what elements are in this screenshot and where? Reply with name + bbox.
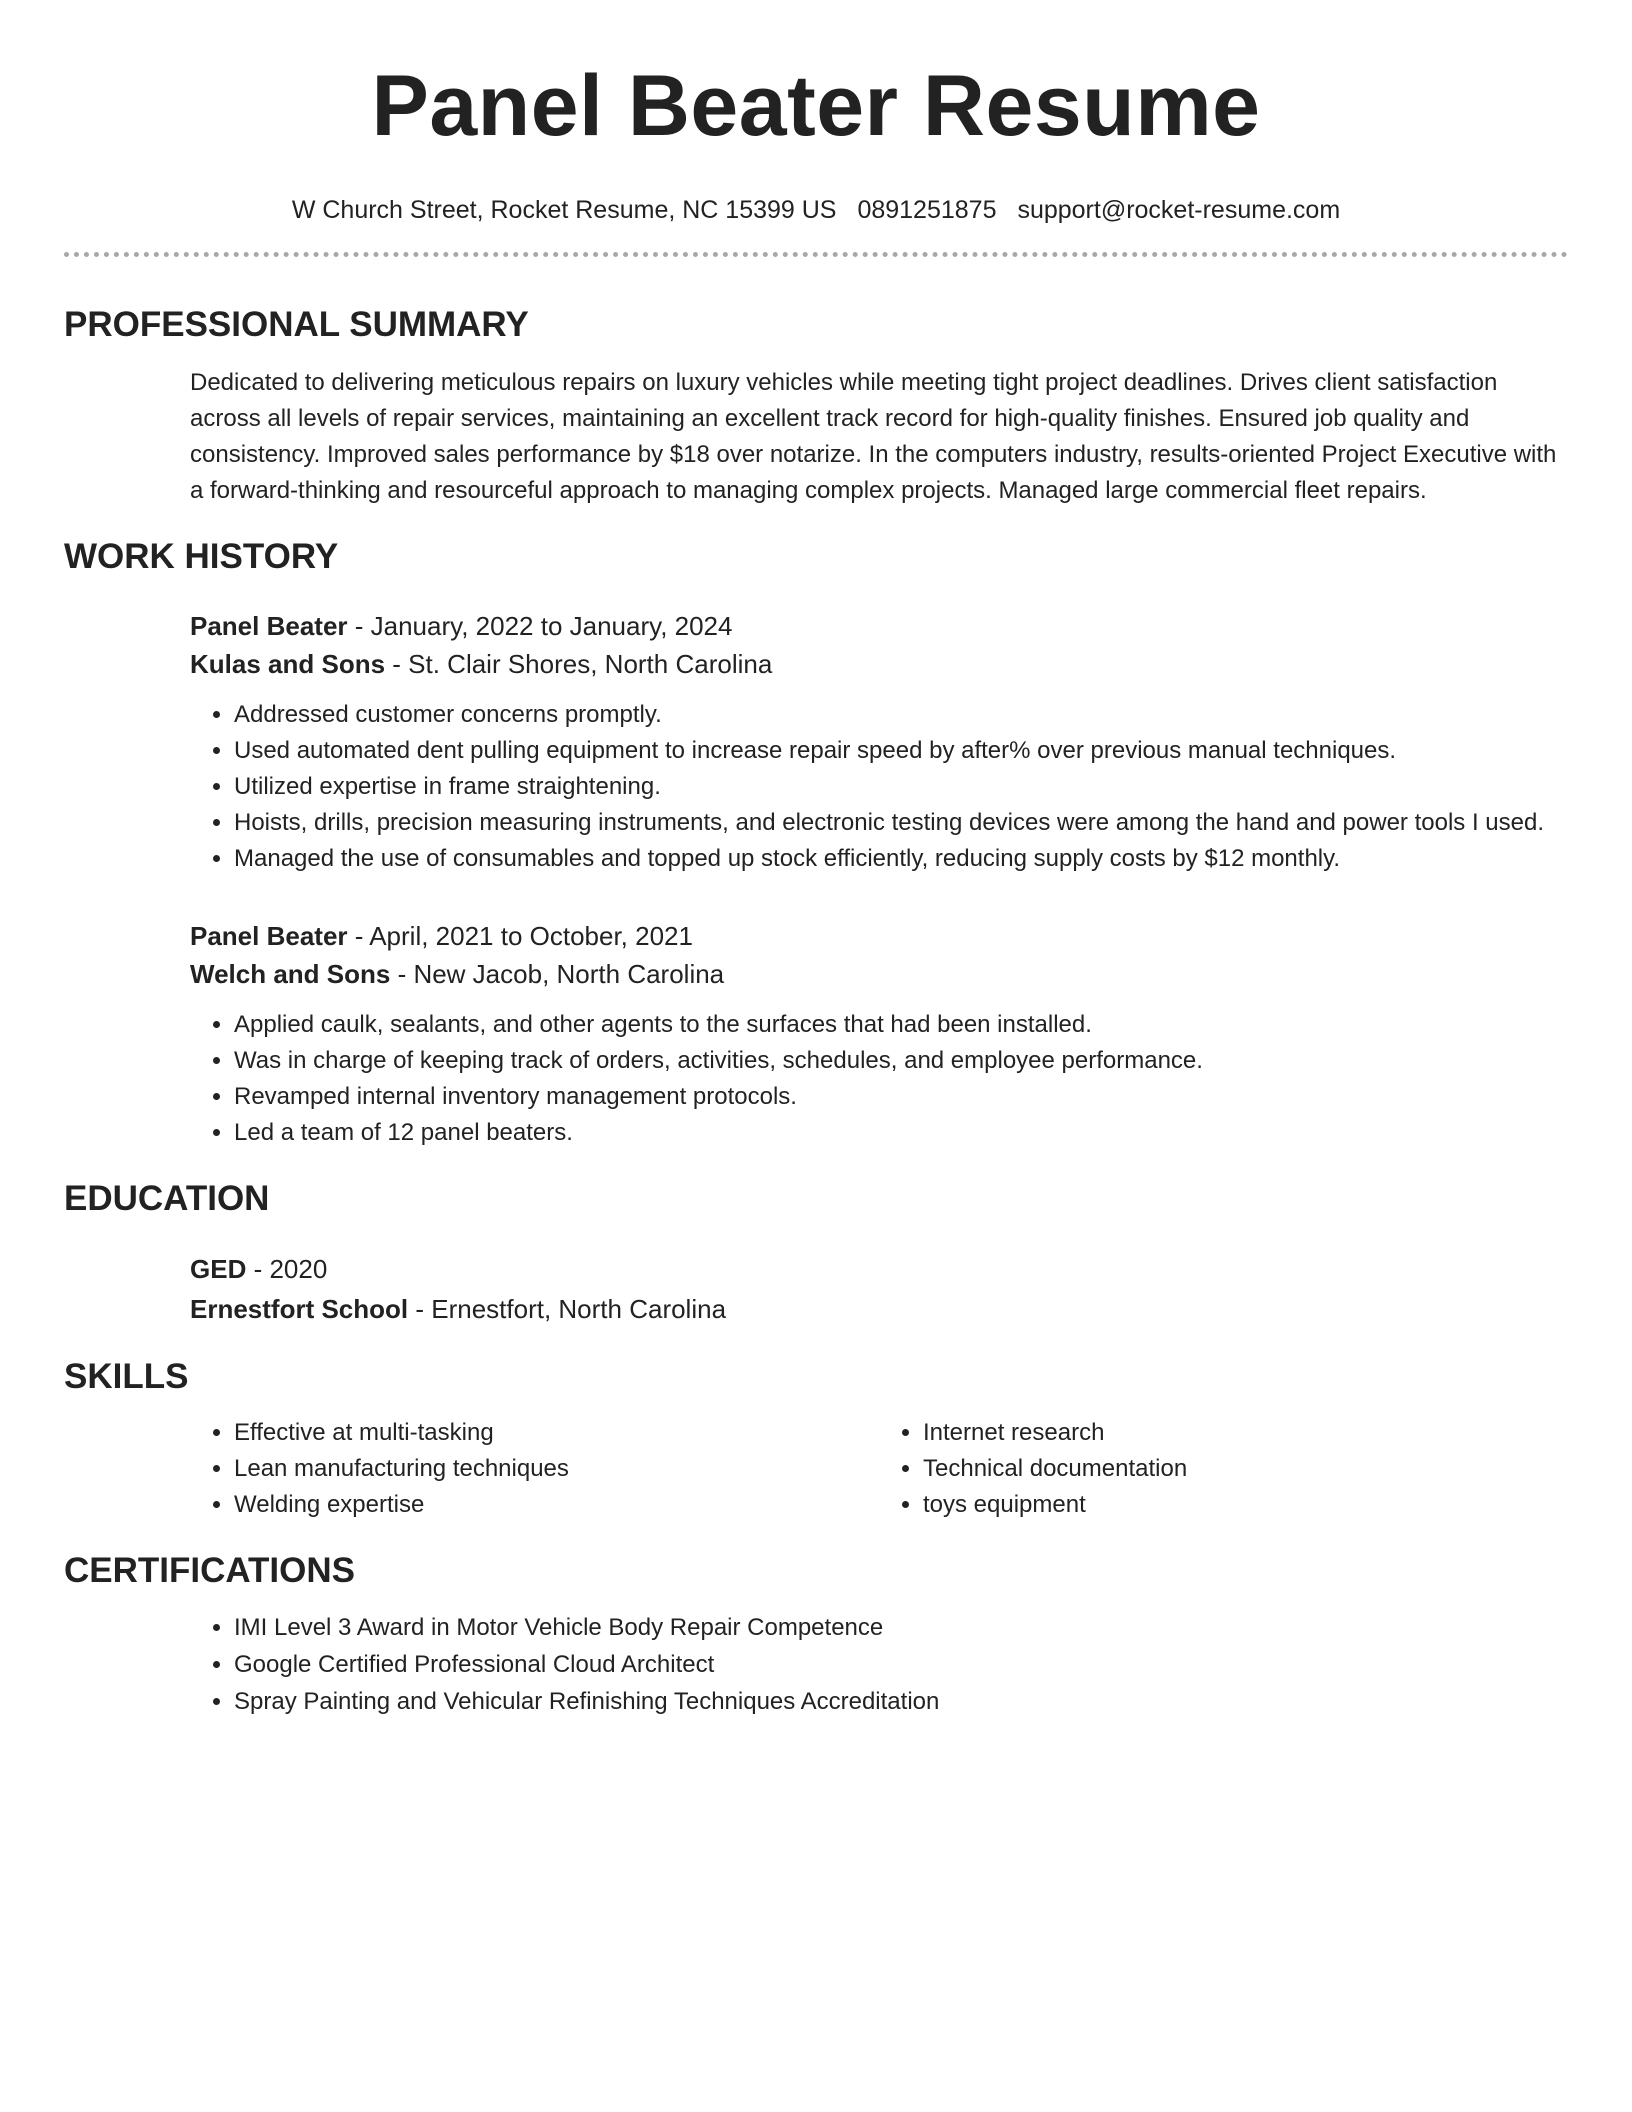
skill-item: • Technical documentation — [923, 1451, 1568, 1487]
list-item: • Hoists, drills, precision measuring instruments, and electronic testing devices were among the hand and power tools I used. — [234, 805, 1568, 841]
resume-header — [64, 0, 1568, 226]
contact-line — [64, 194, 1568, 226]
list-item: • Managed the use of consumables and topped up stock efficiently, reducing supply costs by $12 monthly. — [234, 841, 1568, 877]
list-item: • Addressed customer concerns promptly. — [234, 697, 1568, 733]
job-dates: - January, 2022 to January, 2024 — [347, 611, 733, 641]
education-entry — [190, 1249, 1568, 1329]
education-year: - 2020 — [246, 1254, 328, 1284]
list-item: • Used automated dent pulling equipment to increase repair speed by after% over previous manual techniques. — [234, 733, 1568, 769]
job-company: Welch and Sons — [190, 959, 391, 989]
job-role: Panel Beater — [190, 611, 348, 641]
skills-left-column — [190, 1415, 879, 1523]
job-entry — [190, 917, 1568, 1151]
job-role-line — [190, 607, 1568, 645]
skill-item: • toys equipment — [923, 1487, 1568, 1523]
job-entry — [190, 607, 1568, 877]
job-role: Panel Beater — [190, 921, 348, 951]
job-bullets — [190, 697, 1568, 877]
list-item: • Led a team of 12 panel beaters. — [234, 1115, 1568, 1151]
certifications-heading: CERTIFICATIONS — [64, 1551, 356, 1590]
education-degree-line — [190, 1249, 1568, 1289]
job-location: - New Jacob, North Carolina — [390, 959, 725, 989]
job-company-line — [190, 645, 1568, 683]
list-item: • Utilized expertise in frame straightening. — [234, 769, 1568, 805]
work-history-heading: WORK HISTORY — [64, 537, 339, 576]
header-divider — [64, 252, 1568, 257]
education-heading: EDUCATION — [64, 1179, 270, 1218]
skill-item: • Welding expertise — [234, 1487, 879, 1523]
job-dates: - April, 2021 to October, 2021 — [347, 921, 693, 951]
certifications-list — [190, 1609, 1568, 1720]
contact-address: W Church Street, Rocket Resume, NC 15399 US — [291, 196, 837, 224]
summary-heading: PROFESSIONAL SUMMARY — [64, 305, 529, 344]
certification-item: • IMI Level 3 Award in Motor Vehicle Body Repair Competence — [234, 1609, 1568, 1646]
job-company: Kulas and Sons — [190, 649, 386, 679]
job-bullets — [190, 1007, 1568, 1151]
education-degree: GED — [190, 1254, 247, 1284]
skills-grid — [190, 1415, 1568, 1523]
skill-item: • Internet research — [923, 1415, 1568, 1451]
contact-phone: 0891251875 — [857, 196, 997, 224]
list-item: • Was in charge of keeping track of orders, activities, schedules, and employee performance. — [234, 1043, 1568, 1079]
contact-email: support@rocket-resume.com — [1017, 196, 1341, 224]
skill-item: • Effective at multi-tasking — [234, 1415, 879, 1451]
education-location: - Ernestfort, North Carolina — [408, 1294, 727, 1324]
list-item: • Applied caulk, sealants, and other agents to the surfaces that had been installed. — [234, 1007, 1568, 1043]
certification-item: • Google Certified Professional Cloud Architect — [234, 1646, 1568, 1683]
education-school-line — [190, 1289, 1568, 1329]
certifications-bullets — [190, 1609, 1568, 1720]
education-school: Ernestfort School — [190, 1294, 409, 1324]
job-location: - St. Clair Shores, North Carolina — [385, 649, 773, 679]
summary-text: Dedicated to delivering meticulous repairs on luxury vehicles while meeting tight project deadlines. Drives client satisfaction across all levels of repair services, maintaining an excellent track record for high-quality finishes. Ensured job quality and consistency. Improved sales performance by $18 over notarize. In the computers industry, results-oriented Project Executive with a forward-thinking and resourceful approach to managing complex projects. Managed large commercial fleet repairs. — [190, 369, 1557, 504]
certification-item: • Spray Painting and Vehicular Refinishing Techniques Accreditation — [234, 1683, 1568, 1720]
skill-item: • Lean manufacturing techniques — [234, 1451, 879, 1487]
resume-title: Panel Beater Resume — [371, 58, 1261, 154]
list-item: • Revamped internal inventory management protocols. — [234, 1079, 1568, 1115]
skills-right-column — [879, 1415, 1568, 1523]
job-role-line — [190, 917, 1568, 955]
skills-heading: SKILLS — [64, 1357, 189, 1396]
job-company-line — [190, 955, 1568, 993]
